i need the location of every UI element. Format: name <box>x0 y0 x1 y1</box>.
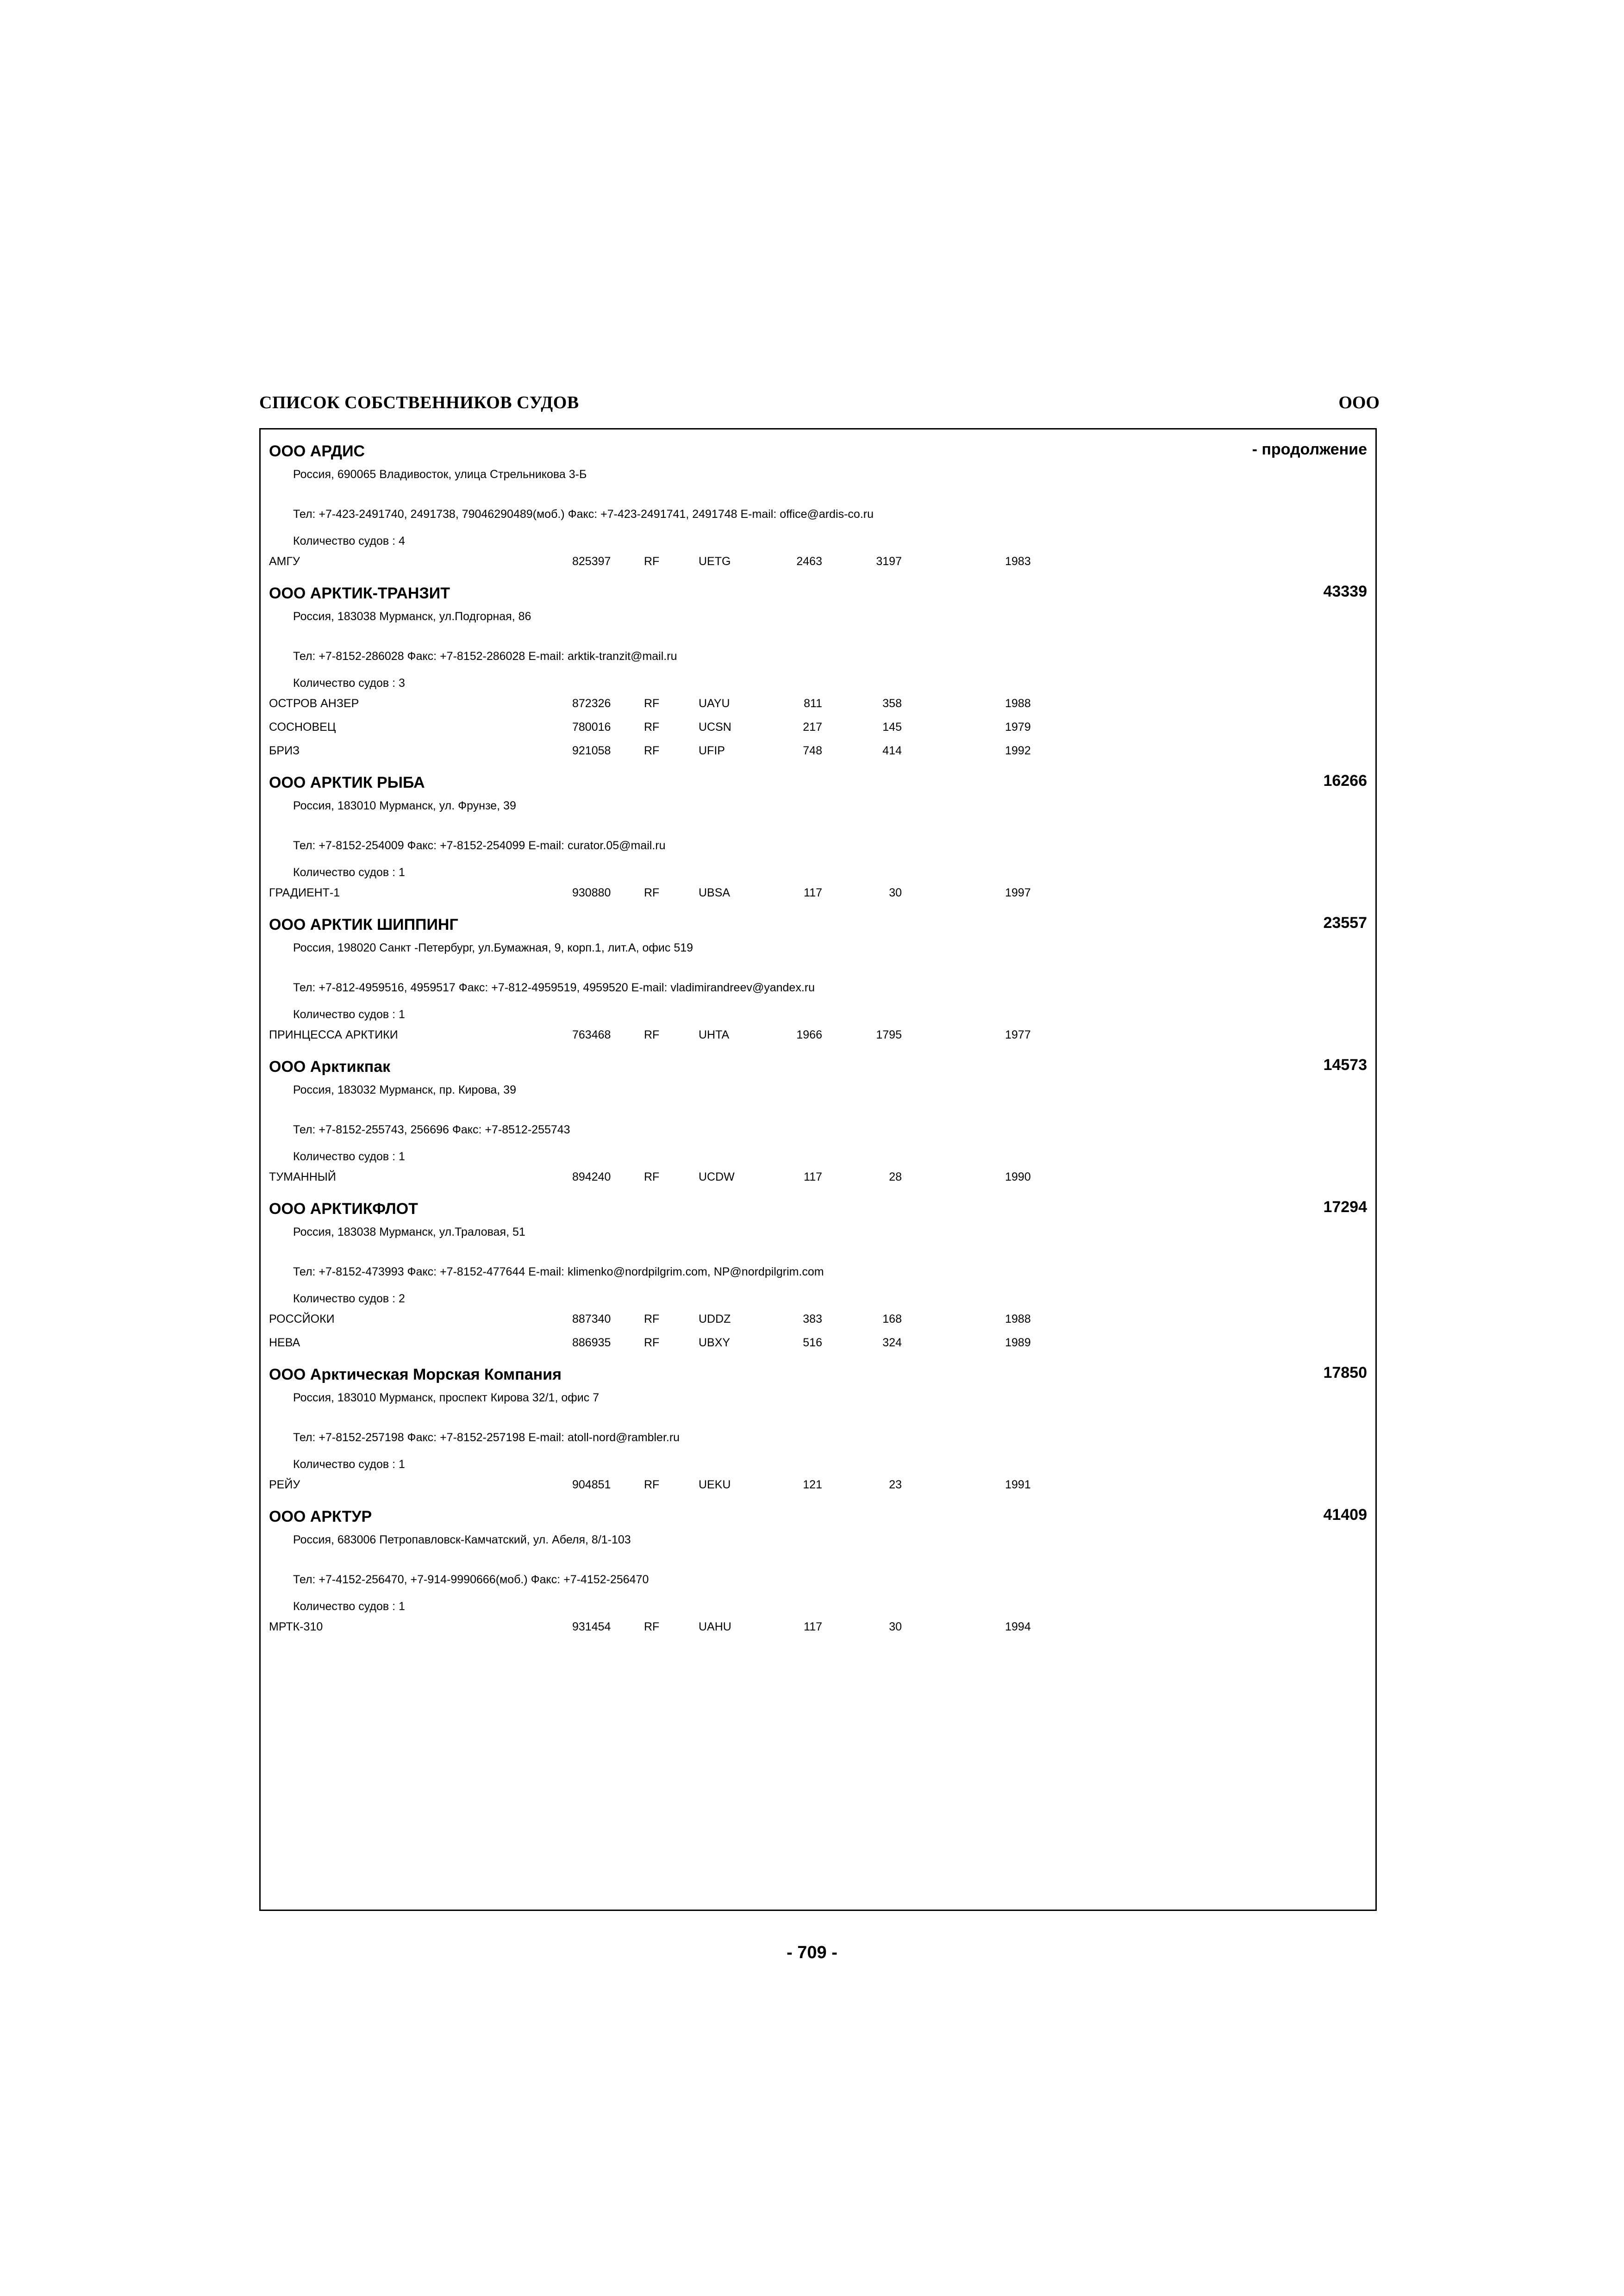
vessel-count: Количество судов : 1 <box>293 1008 405 1021</box>
vessel-grt: 117 <box>804 1170 822 1183</box>
vessel-count: Количество судов : 3 <box>293 677 405 690</box>
company-code: 43339 <box>1323 583 1367 600</box>
company-address: Россия, 183038 Мурманск, ул.Подгорная, 86 <box>293 610 531 623</box>
company-header <box>269 1200 1367 1223</box>
company-name: ООО АРКТИК ШИППИНГ <box>269 916 458 933</box>
vessel-imo: 780016 <box>572 721 611 734</box>
company-contacts: Тел: +7-8152-473993 Факс: +7-8152-477644 E-mail: klimenko@nordpilgrim.com, NP@nordpilgrim.com <box>293 1265 824 1278</box>
vessel-callsign: UCDW <box>699 1170 735 1183</box>
company-block <box>269 1508 1367 1650</box>
vessel-callsign: UBSA <box>699 886 731 899</box>
vessel-dwt: 145 <box>882 721 902 734</box>
vessel-row <box>269 1476 1367 1500</box>
company-name: ООО АРДИС <box>269 442 365 460</box>
vessel-dwt: 3197 <box>876 555 902 568</box>
vessel-year: 1988 <box>1005 1313 1031 1325</box>
company-code: 14573 <box>1323 1056 1367 1074</box>
vessel-grt: 811 <box>804 697 822 710</box>
company-contacts: Тел: +7-8152-286028 Факс: +7-8152-286028 E-mail: arktik-tranzit@mail.ru <box>293 650 677 663</box>
page-title: СПИСОК СОБСТВЕННИКОВ СУДОВ <box>259 393 579 412</box>
vessel-flag: RF <box>644 1028 660 1041</box>
vessel-imo: 825397 <box>572 555 611 568</box>
vessel-year: 1991 <box>1005 1478 1031 1491</box>
vessel-row <box>269 1310 1367 1334</box>
vessel-dwt: 30 <box>889 886 902 899</box>
vessel-name: ГРАДИЕНТ-1 <box>269 886 340 899</box>
company-block <box>269 1366 1367 1508</box>
company-spacer <box>269 1357 1367 1366</box>
company-block <box>269 1058 1367 1200</box>
vessel-callsign: UCSN <box>699 721 731 734</box>
company-name: ООО АРКТИКФЛОТ <box>269 1200 418 1218</box>
vessel-dwt: 1795 <box>876 1028 902 1041</box>
company-code: - продолжение <box>1252 441 1367 458</box>
company-address: Россия, 183010 Мурманск, ул. Фрунзе, 39 <box>293 799 516 812</box>
section-letters: ООО <box>1338 393 1380 412</box>
company-name: ООО АРКТИК-ТРАНЗИТ <box>269 585 450 602</box>
vessel-name: ТУМАННЫЙ <box>269 1170 336 1183</box>
vessel-year: 1989 <box>1005 1336 1031 1349</box>
vessel-imo: 931454 <box>572 1620 611 1633</box>
vessel-dwt: 168 <box>882 1313 902 1325</box>
vessel-imo: 886935 <box>572 1336 611 1349</box>
vessel-year: 1977 <box>1005 1028 1031 1041</box>
page-header <box>259 392 1380 420</box>
vessel-count: Количество судов : 1 <box>293 866 405 879</box>
vessel-year: 1983 <box>1005 555 1031 568</box>
vessel-row <box>269 1334 1367 1357</box>
vessel-count: Количество судов : 1 <box>293 1600 405 1613</box>
company-spacer <box>269 1050 1367 1058</box>
company-block <box>269 442 1367 585</box>
vessel-year: 1994 <box>1005 1620 1031 1633</box>
vessel-callsign: UDDZ <box>699 1313 731 1325</box>
vessel-grt: 516 <box>803 1336 822 1349</box>
vessel-year: 1997 <box>1005 886 1031 899</box>
vessel-grt: 121 <box>803 1478 822 1491</box>
vessel-count: Количество судов : 1 <box>293 1150 405 1163</box>
company-name: ООО Арктическая Морская Компания <box>269 1366 562 1383</box>
vessel-imo: 872326 <box>572 697 611 710</box>
vessel-grt: 748 <box>803 744 822 757</box>
vessel-dwt: 23 <box>889 1478 902 1491</box>
vessel-year: 1990 <box>1005 1170 1031 1183</box>
company-spacer <box>269 908 1367 916</box>
vessel-flag: RF <box>644 1620 660 1633</box>
vessel-imo: 894240 <box>572 1170 611 1183</box>
vessel-grt: 383 <box>803 1313 822 1325</box>
company-address: Россия, 183038 Мурманск, ул.Траловая, 51 <box>293 1226 525 1238</box>
company-spacer <box>269 1642 1367 1650</box>
vessel-flag: RF <box>644 1170 660 1183</box>
vessel-callsign: UHTA <box>699 1028 730 1041</box>
company-code: 23557 <box>1323 914 1367 932</box>
company-address: Россия, 683006 Петропавловск-Камчатский, ул. Абеля, 8/1-103 <box>293 1533 631 1546</box>
vessel-flag: RF <box>644 555 660 568</box>
company-address: Россия, 690065 Владивосток, улица Стрельникова 3-Б <box>293 468 587 481</box>
vessel-row <box>269 1618 1367 1642</box>
vessel-imo: 763468 <box>572 1028 611 1041</box>
vessel-row <box>269 1168 1367 1192</box>
vessel-callsign: UFIP <box>699 744 725 757</box>
vessel-name: ПРИНЦЕССА АРКТИКИ <box>269 1028 398 1041</box>
vessel-row <box>269 742 1367 765</box>
vessel-name: РЕЙУ <box>269 1478 300 1491</box>
vessel-row <box>269 695 1367 718</box>
vessel-callsign: UAHU <box>699 1620 731 1633</box>
vessel-imo: 921058 <box>572 744 611 757</box>
company-address: Россия, 183032 Мурманск, пр. Кирова, 39 <box>293 1083 516 1096</box>
vessel-row <box>269 553 1367 576</box>
company-contacts: Тел: +7-8152-255743, 256696 Факс: +7-8512-255743 <box>293 1123 570 1136</box>
vessel-name: ОСТРОВ АНЗЕР <box>269 697 359 710</box>
page-number: - 709 - <box>787 1943 837 1962</box>
company-block <box>269 916 1367 1058</box>
vessel-name: БРИЗ <box>269 744 300 757</box>
company-header <box>269 916 1367 939</box>
vessel-flag: RF <box>644 1478 660 1491</box>
company-spacer <box>269 765 1367 774</box>
vessel-name: НЕВА <box>269 1336 300 1349</box>
vessel-callsign: UBXY <box>699 1336 731 1349</box>
vessel-dwt: 414 <box>882 744 902 757</box>
vessel-imo: 887340 <box>572 1313 611 1325</box>
company-header <box>269 442 1367 466</box>
vessel-callsign: UEKU <box>699 1478 731 1491</box>
company-contacts: Тел: +7-8152-254009 Факс: +7-8152-254099 E-mail: curator.05@mail.ru <box>293 839 666 852</box>
vessel-count: Количество судов : 1 <box>293 1458 405 1471</box>
vessel-imo: 904851 <box>572 1478 611 1491</box>
company-contacts: Тел: +7-812-4959516, 4959517 Факс: +7-812-4959519, 4959520 E-mail: vladimirandreev@yandex.ru <box>293 981 815 994</box>
company-contacts: Тел: +7-4152-256470, +7-914-9990666(моб.) Факс: +7-4152-256470 <box>293 1573 649 1586</box>
company-header <box>269 774 1367 797</box>
company-header <box>269 1366 1367 1389</box>
vessel-name: МРТК-310 <box>269 1620 323 1633</box>
company-block <box>269 1200 1367 1366</box>
vessel-count: Количество судов : 4 <box>293 535 405 548</box>
vessel-dwt: 324 <box>882 1336 902 1349</box>
company-header <box>269 1508 1367 1531</box>
company-spacer <box>269 576 1367 585</box>
company-header <box>269 1058 1367 1081</box>
vessel-row <box>269 884 1367 908</box>
vessel-flag: RF <box>644 697 660 710</box>
vessel-row <box>269 1026 1367 1050</box>
vessel-dwt: 28 <box>889 1170 902 1183</box>
vessel-dwt: 30 <box>889 1620 902 1633</box>
vessel-grt: 117 <box>804 1620 822 1633</box>
company-code: 17294 <box>1323 1198 1367 1216</box>
company-code: 16266 <box>1323 772 1367 790</box>
vessel-year: 1988 <box>1005 697 1031 710</box>
vessel-name: СОСНОВЕЦ <box>269 721 336 734</box>
company-code: 17850 <box>1323 1364 1367 1381</box>
vessel-grt: 2463 <box>796 555 822 568</box>
vessel-flag: RF <box>644 1336 660 1349</box>
vessel-name: РОССЙОКИ <box>269 1313 335 1325</box>
company-spacer <box>269 1500 1367 1508</box>
company-name: ООО АРКТУР <box>269 1508 372 1525</box>
company-code: 41409 <box>1323 1506 1367 1524</box>
company-contacts: Тел: +7-423-2491740, 2491738, 79046290489(моб.) Факс: +7-423-2491741, 2491748 E-mail: office@ardis-co.ru <box>293 508 874 521</box>
company-header <box>269 585 1367 608</box>
vessel-flag: RF <box>644 1313 660 1325</box>
vessel-year: 1992 <box>1005 744 1031 757</box>
vessel-flag: RF <box>644 721 660 734</box>
company-name: ООО Арктикпак <box>269 1058 391 1076</box>
vessel-callsign: UETG <box>699 555 731 568</box>
vessel-grt: 217 <box>803 721 822 734</box>
vessel-grt: 117 <box>804 886 822 899</box>
company-address: Россия, 183010 Мурманск, проспект Кирова 32/1, офис 7 <box>293 1391 600 1404</box>
company-spacer <box>269 1192 1367 1200</box>
company-address: Россия, 198020 Санкт -Петербург, ул.Бумажная, 9, корп.1, лит.А, офис 519 <box>293 941 693 954</box>
vessel-name: АМГУ <box>269 555 300 568</box>
vessel-dwt: 358 <box>882 697 902 710</box>
company-block <box>269 774 1367 916</box>
vessel-grt: 1966 <box>796 1028 822 1041</box>
vessel-year: 1979 <box>1005 721 1031 734</box>
vessel-flag: RF <box>644 886 660 899</box>
company-list <box>269 442 1367 1650</box>
company-name: ООО АРКТИК РЫБА <box>269 774 425 791</box>
company-contacts: Тел: +7-8152-257198 Факс: +7-8152-257198 E-mail: atoll-nord@rambler.ru <box>293 1431 680 1444</box>
vessel-callsign: UAYU <box>699 697 730 710</box>
company-block <box>269 585 1367 774</box>
vessel-imo: 930880 <box>572 886 611 899</box>
vessel-count: Количество судов : 2 <box>293 1292 405 1305</box>
vessel-row <box>269 718 1367 742</box>
vessel-flag: RF <box>644 744 660 757</box>
content-frame <box>259 428 1377 1911</box>
